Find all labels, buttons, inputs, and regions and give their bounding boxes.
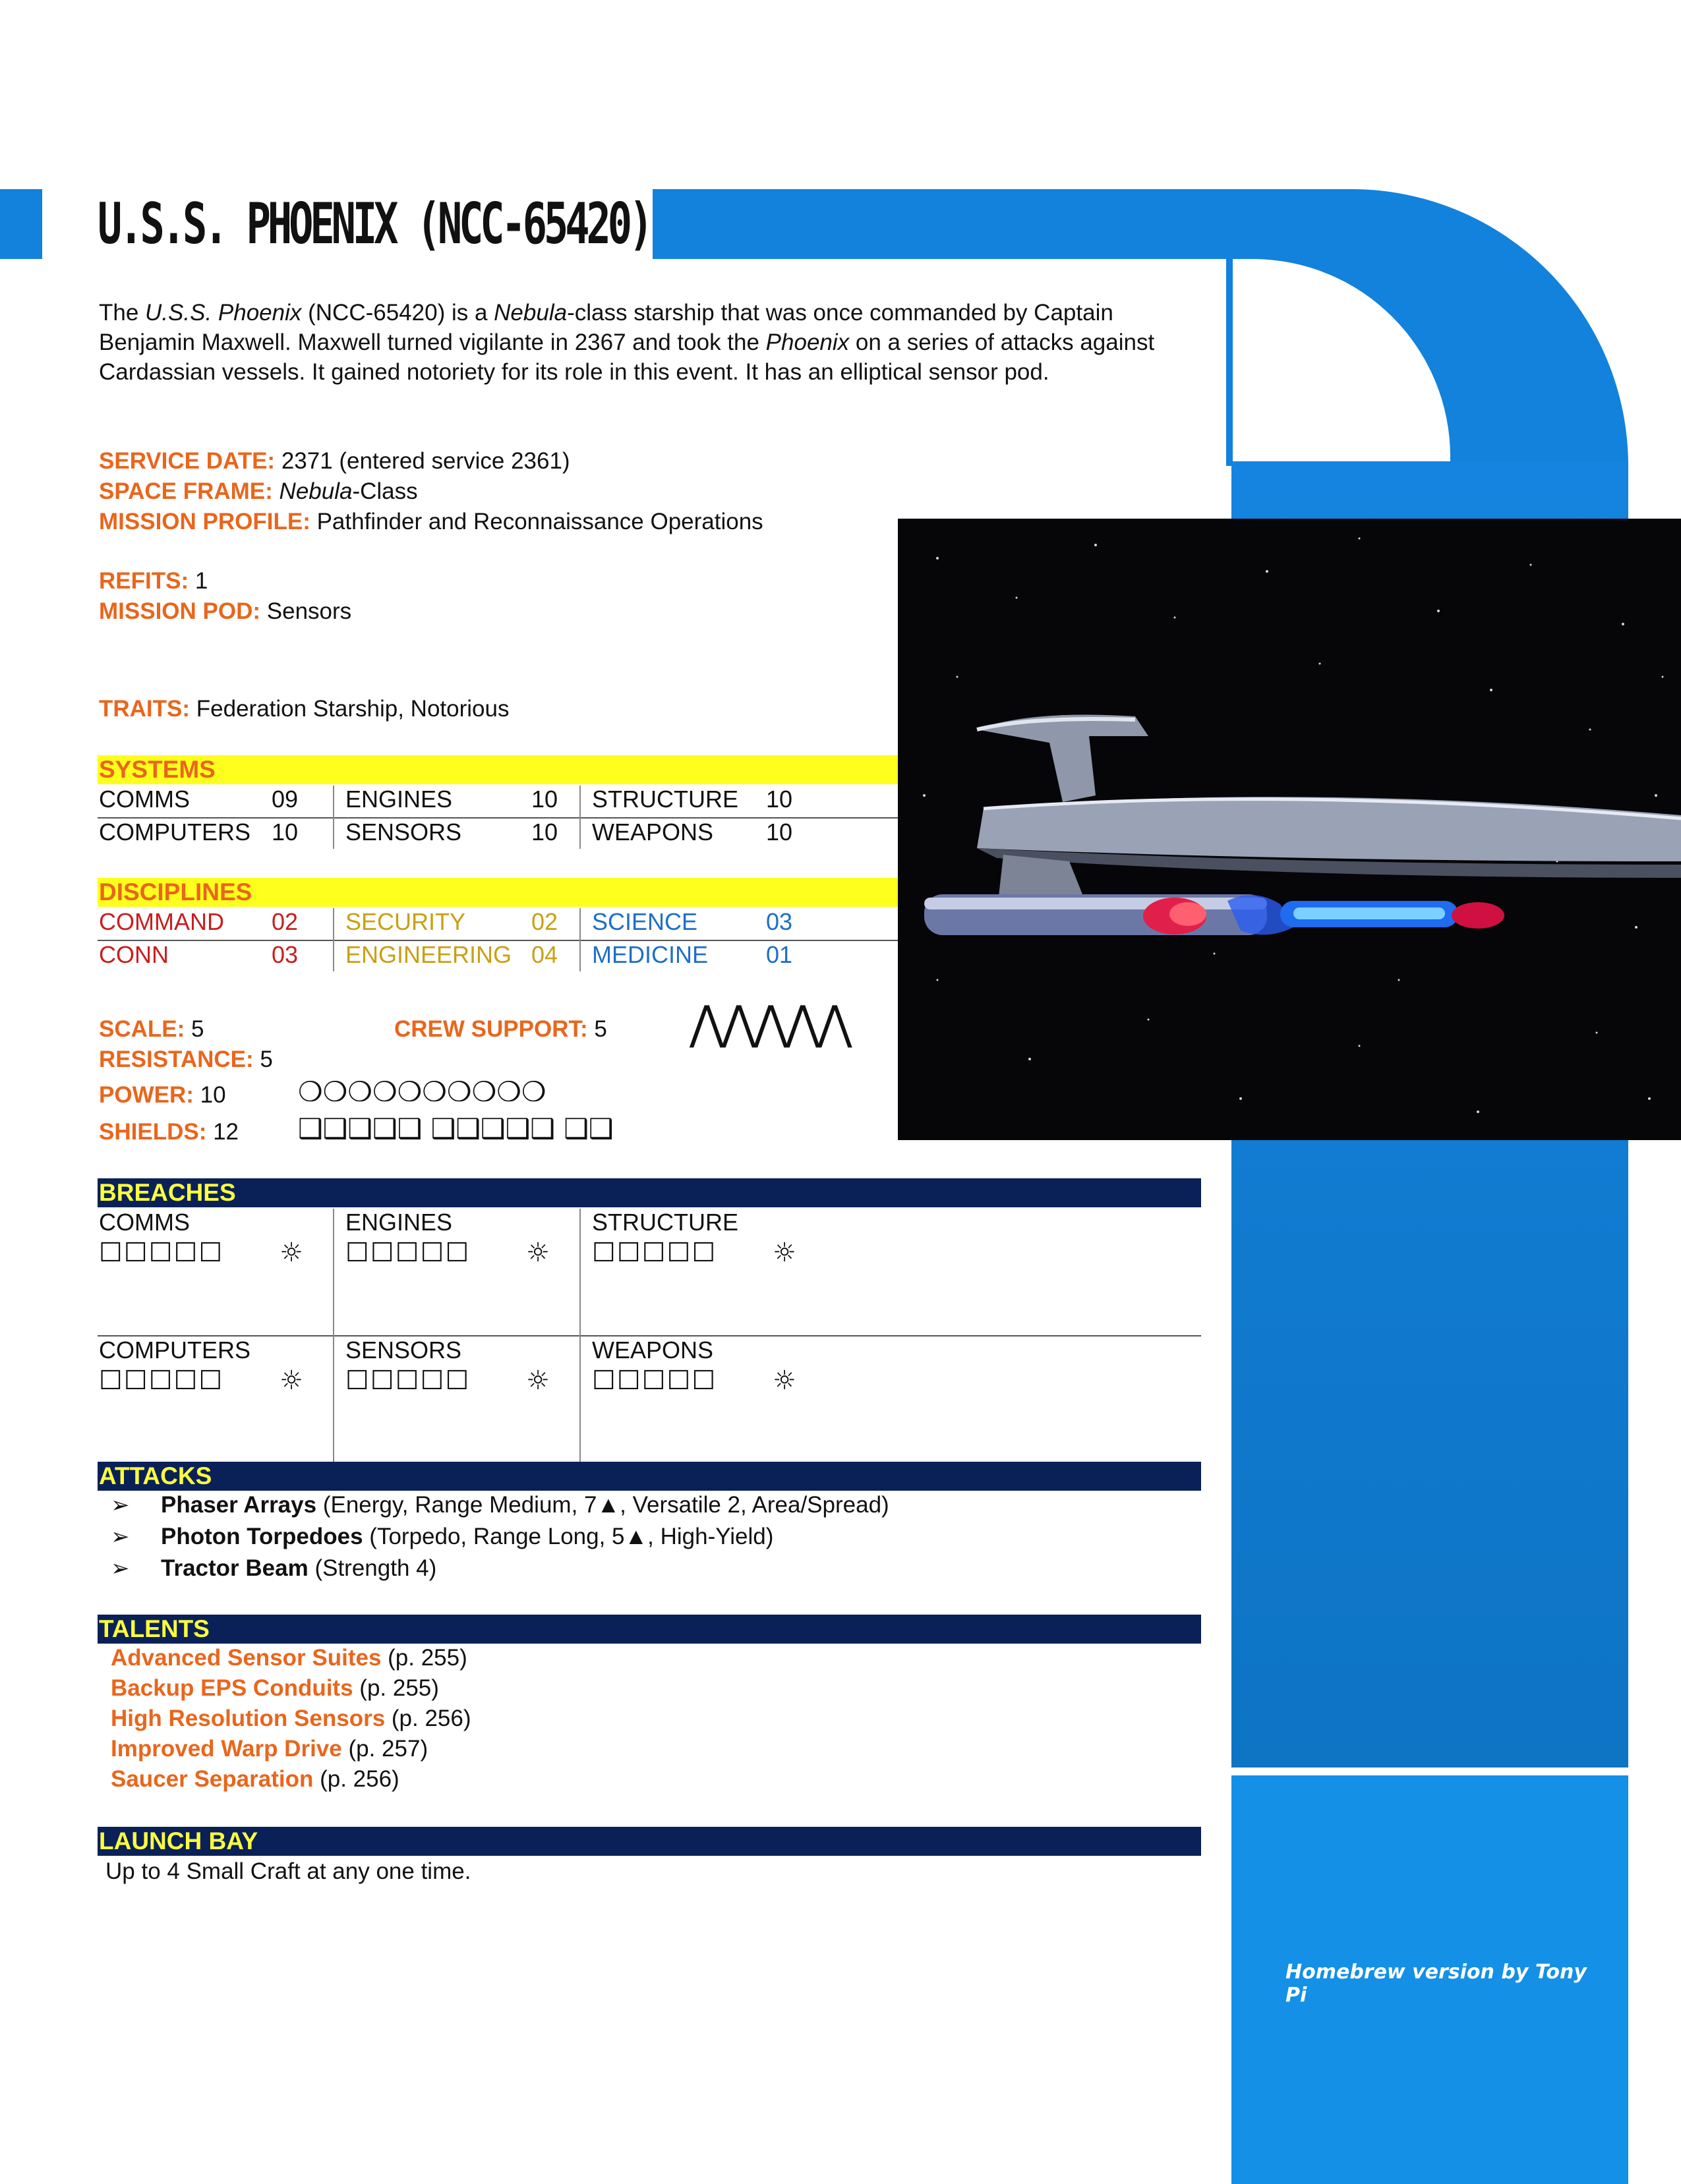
breach-comms-boxes[interactable]: ☐☐☐☐☐ <box>99 1238 224 1268</box>
lcars-left-bar <box>0 189 42 259</box>
launch-bay-text: Up to 4 Small Craft at any one time. <box>105 1858 471 1884</box>
credit-text: Homebrew version by Tony Pi <box>1285 1961 1587 2007</box>
disciplines-col-sep <box>579 908 581 971</box>
breach-structure-boxes[interactable]: ☐☐☐☐☐ <box>592 1238 717 1268</box>
talent-item: Backup EPS Conduits (p. 255) <box>111 1675 439 1701</box>
system-sensors-name: SENSORS <box>345 819 462 846</box>
breaches-header: BREACHES <box>98 1178 1201 1207</box>
breach-weapons-icon: ☼ <box>773 1365 798 1396</box>
breach-sensors-boxes[interactable]: ☐☐☐☐☐ <box>345 1365 471 1396</box>
talent-item: High Resolution Sensors (p. 256) <box>111 1706 471 1731</box>
breach-weapons-name: WEAPONS <box>592 1336 714 1364</box>
intro-paragraph: The U.S.S. Phoenix (NCC-65420) is a Nebula-class starship that was once commanded by Captain Benjamin Maxwell. Maxwell turned vigilante in 2367 and took the Phoenix on a series of attacks against Cardassian vessels. It gained notoriety for its role in this event. It has an elliptical sensor pod. <box>99 300 1155 385</box>
discipline-conn-value: 03 <box>272 941 299 968</box>
discipline-security-value: 02 <box>531 908 558 935</box>
discipline-medicine-value: 01 <box>766 941 793 968</box>
systems-col-sep <box>333 786 334 849</box>
system-weapons-name: WEAPONS <box>592 819 714 846</box>
breach-computers-boxes[interactable]: ☐☐☐☐☐ <box>99 1365 224 1396</box>
discipline-command-name: COMMAND <box>99 908 224 935</box>
breach-engines-name: ENGINES <box>345 1209 453 1236</box>
attack-bullet-icon: ➢ <box>111 1556 130 1581</box>
attack-bullet-icon: ➢ <box>111 1493 130 1518</box>
resistance-stat: RESISTANCE: 5 <box>99 1047 273 1072</box>
talent-item: Improved Warp Drive (p. 257) <box>111 1736 428 1762</box>
system-sensors-value: 10 <box>531 819 558 846</box>
breach-computers-name: COMPUTERS <box>99 1336 251 1364</box>
attack-item: Photon Torpedoes (Torpedo, Range Long, 5▲, High-Yield) <box>161 1524 774 1549</box>
system-structure-value: 10 <box>766 786 793 813</box>
starship-illustration <box>898 519 1681 1140</box>
breach-comms-icon: ☼ <box>280 1238 305 1268</box>
page-title: U.S.S. PHOENIX (NCC-65420) <box>98 191 651 257</box>
system-weapons-value: 10 <box>766 819 793 846</box>
disciplines-col-sep <box>333 908 334 971</box>
system-structure-name: STRUCTURE <box>592 786 738 813</box>
systems-header: SYSTEMS <box>98 755 898 784</box>
refits: REFITS: 1 <box>99 568 208 594</box>
attack-item: Tractor Beam (Strength 4) <box>161 1555 437 1581</box>
talent-item: Saucer Separation (p. 256) <box>111 1766 399 1792</box>
talent-item: Advanced Sensor Suites (p. 255) <box>111 1645 467 1671</box>
discipline-science-value: 03 <box>766 908 793 935</box>
attack-bullet-icon: ➢ <box>111 1524 130 1549</box>
lcars-top-bar <box>653 189 1312 259</box>
breaches-col-sep <box>579 1209 581 1462</box>
discipline-engineering-value: 04 <box>531 941 558 968</box>
power-stat: POWER: 10 <box>99 1082 226 1108</box>
breach-weapons-boxes[interactable]: ☐☐☐☐☐ <box>592 1365 717 1396</box>
attacks-header: ATTACKS <box>98 1462 1201 1491</box>
systems-col-sep <box>579 786 581 849</box>
scale-stat: SCALE: 5 <box>99 1016 204 1042</box>
attack-item: Phaser Arrays (Energy, Range Medium, 7▲, Versatile 2, Area/Spread) <box>161 1492 889 1518</box>
breach-sensors-name: SENSORS <box>345 1336 462 1364</box>
mission-pod: MISSION POD: Sensors <box>99 598 352 624</box>
discipline-conn-name: CONN <box>99 941 169 968</box>
disciplines-header: DISCIPLINES <box>98 878 898 907</box>
service-date: SERVICE DATE: 2371 (entered service 2361) <box>99 448 570 474</box>
talents-header: TALENTS <box>98 1615 1201 1644</box>
system-engines-value: 10 <box>531 786 558 813</box>
breach-structure-icon: ☼ <box>773 1238 798 1268</box>
mission-profile: MISSION PROFILE: Pathfinder and Reconnaissance Operations <box>99 509 763 534</box>
space-frame: SPACE FRAME: Nebula-Class <box>99 478 418 504</box>
discipline-engineering-name: ENGINEERING <box>345 941 512 968</box>
ship-image <box>898 519 1681 1140</box>
breach-computers-icon: ☼ <box>280 1365 305 1396</box>
breach-engines-boxes[interactable]: ☐☐☐☐☐ <box>345 1238 471 1268</box>
breach-structure-name: STRUCTURE <box>592 1209 738 1236</box>
discipline-science-name: SCIENCE <box>592 908 698 935</box>
power-circles: ❍❍❍❍❍❍❍❍❍❍ <box>298 1076 546 1108</box>
discipline-command-value: 02 <box>272 908 299 935</box>
breach-sensors-icon: ☼ <box>526 1365 551 1396</box>
shields-boxes: ❑❑❑❑❑ ❑❑❑❑❑ ❑❑ <box>298 1112 614 1145</box>
crew-support-stat: CREW SUPPORT: 5 <box>394 1016 607 1042</box>
shields-stat: SHIELDS: 12 <box>99 1119 239 1145</box>
traits: TRAITS: Federation Starship, Notorious <box>99 696 510 722</box>
discipline-medicine-name: MEDICINE <box>592 941 709 968</box>
system-comms-name: COMMS <box>99 786 190 813</box>
system-computers-name: COMPUTERS <box>99 819 251 846</box>
launch-bay-header: LAUNCH BAY <box>98 1827 1201 1856</box>
system-engines-name: ENGINES <box>345 786 453 813</box>
system-computers-value: 10 <box>272 819 299 846</box>
breach-comms-name: COMMS <box>99 1209 190 1236</box>
system-comms-value: 09 <box>272 786 299 813</box>
breaches-col-sep <box>333 1209 334 1462</box>
breach-engines-icon: ☼ <box>526 1238 551 1268</box>
discipline-security-name: SECURITY <box>345 908 466 935</box>
crew-support-icons: ⋀⋀⋀⋀⋀ <box>690 996 850 1050</box>
